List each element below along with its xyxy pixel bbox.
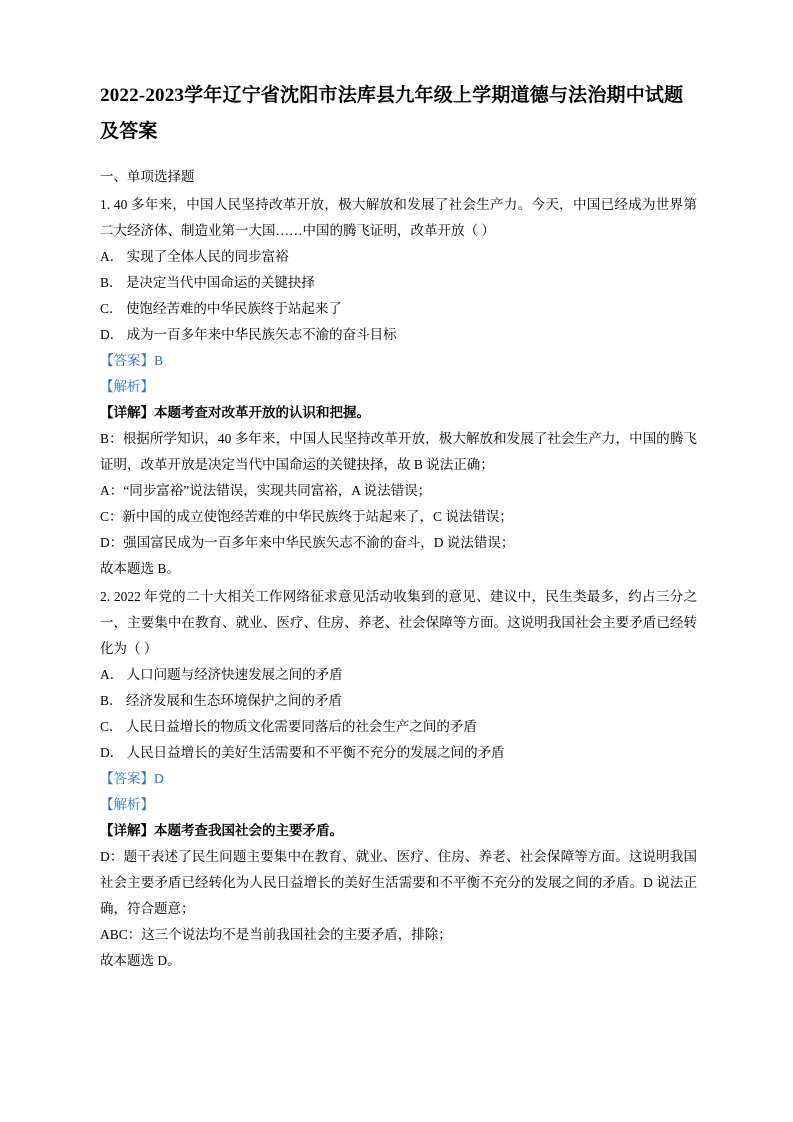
detail-tag: 【详解】 xyxy=(100,405,154,420)
detail-line: ABC：这三个说法均不是当前我国社会的主要矛盾，排除； xyxy=(100,927,452,942)
detail-line: D：题干表述了民生问题主要集中在教育、就业、医疗、住房、养老、社会保障等方面。这说明我国社会主要矛盾已经转化为人民日益增长的美好生活需要和不平衡不充分的发展之间的矛盾。D 说法正确，符合题意； xyxy=(100,849,697,916)
answer-value: B xyxy=(154,353,164,368)
question-option: C． 人民日益增长的物质文化需要同落后的社会生产之间的矛盾 xyxy=(100,719,477,734)
answer-value: D xyxy=(154,771,164,786)
detail-line: B：根据所学知识，40 多年来，中国人民坚持改革开放，极大解放和发展了社会生产力，中国的腾飞证明，改革开放是决定当代中国命运的关键抉择，故 B 说法正确； xyxy=(100,431,697,472)
detail-line: D：强国富民成为一百多年来中华民族矢志不渝的奋斗，D 说法错误； xyxy=(100,535,515,550)
analysis-tag: 【解析】 xyxy=(100,797,154,812)
detail-row xyxy=(100,400,697,426)
detail-line: 故本题选 D。 xyxy=(100,953,181,968)
question-option: D． 人民日益增长的美好生活需要和不平衡不充分的发展之间的矛盾 xyxy=(100,745,505,760)
page-title: 2022-2023学年辽宁省沈阳市法库县九年级上学期道德与法治期中试题及答案 xyxy=(100,85,684,142)
question-stem: 1. 40 多年来，中国人民坚持改革开放，极大解放和发展了社会生产力。今天，中国已经成为世界第二大经济体、制造业第一大国……中国的腾飞证明，改革开放（ ） xyxy=(100,197,697,238)
question-option: B． 是决定当代中国命运的关键抉择 xyxy=(100,275,315,290)
detail-line: C：新中国的成立使饱经苦难的中华民族终于站起来了，C 说法错误； xyxy=(100,509,513,524)
answer-row xyxy=(100,766,697,792)
question-option: D． 成为一百多年来中华民族矢志不渝的奋斗目标 xyxy=(100,327,397,342)
section-label: 一、单项选择题 xyxy=(100,169,195,184)
detail-row xyxy=(100,818,697,844)
detail-lead: 本题考查对改革开放的认识和把握。 xyxy=(154,405,370,420)
question-option: C． 使饱经苦难的中华民族终于站起来了 xyxy=(100,301,342,316)
detail-tag: 【详解】 xyxy=(100,823,154,838)
answer-tag: 【答案】 xyxy=(100,771,154,786)
question-stem: 2. 2022 年党的二十大相关工作网络征求意见活动收集到的意见、建议中，民生类最多，约占三分之一，主要集中在教育、就业、医疗、住房、养老、社会保障等方面。这说明我国社会主要矛盾已经转化为（ ） xyxy=(100,589,697,656)
detail-lead: 本题考查我国社会的主要矛盾。 xyxy=(154,823,343,838)
question-option: A． 实现了全体人民的同步富裕 xyxy=(100,249,289,264)
answer-row xyxy=(100,348,697,374)
question-option: B． 经济发展和生态环境保护之间的矛盾 xyxy=(100,693,342,708)
detail-line: A：“同步富裕”说法错误，实现共同富裕，A 说法错误； xyxy=(100,483,432,498)
detail-line: 故本题选 B。 xyxy=(100,561,180,576)
question-option: A． 人口问题与经济快速发展之间的矛盾 xyxy=(100,667,343,682)
answer-tag: 【答案】 xyxy=(100,353,154,368)
analysis-tag: 【解析】 xyxy=(100,379,154,394)
